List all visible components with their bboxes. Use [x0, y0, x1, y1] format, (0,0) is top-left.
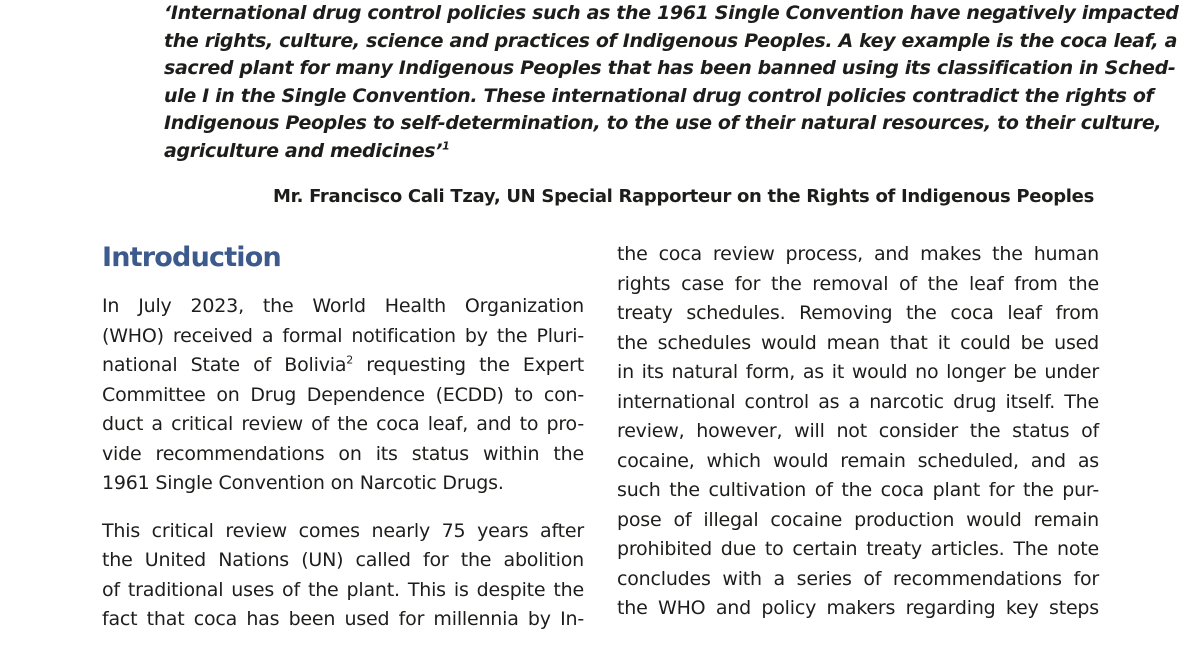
text-line: This critical review comes nearly 75 years after [102, 519, 584, 542]
text-fragment: requesting the Expert [353, 354, 584, 376]
quote-line: the rights, culture, science and practices of Indigenous Peoples. A key example is the coca leaf, a [164, 29, 1178, 52]
text-line: duct a critical review of the coca leaf, and to pro- [102, 413, 584, 435]
quote-line: sacred plant for many Indigenous Peoples that has been banned using its classification in Sched- [164, 57, 1176, 80]
text-line: In July 2023, the World Health Organization [102, 295, 584, 317]
footnote-marker-1[interactable]: 1 [442, 139, 450, 153]
left-column [102, 292, 584, 653]
paragraph [102, 292, 584, 499]
quote-attribution: Mr. Francisco Cali Tzay, UN Special Rapporteur on the Rights of Indigenous Peoples [272, 186, 1094, 207]
paragraph [102, 517, 584, 635]
footnote-marker-2[interactable]: 2 [346, 353, 354, 367]
text-line: (WHO) received a formal notification by the Pluri- [102, 324, 584, 347]
text-line: of traditional uses of the plant. This is despite the [102, 578, 584, 601]
quote-line: ‘International drug control policies such as the 1961 Single Convention have negatively impacted [164, 2, 1179, 24]
section-heading: Introduction [102, 242, 281, 273]
text-line: treaty schedules. Removing the coca leaf from [617, 302, 1099, 324]
text-line: international control as a narcotic drug itself. The [617, 390, 1099, 413]
text-line: the WHO and policy makers regarding key steps [617, 597, 1099, 619]
pull-quote [164, 0, 1179, 166]
text-line: review, however, will not consider the status of [617, 420, 1099, 442]
quote-line-last [164, 138, 1094, 166]
quote-line: Indigenous Peoples to self-determination, to the use of their natural resources, to their culture, [164, 112, 1162, 135]
quote-line: ule I in the Single Convention. These international drug control policies contradict the rights of [164, 84, 1154, 107]
text-line: Committee on Drug Dependence (ECDD) to con- [102, 383, 584, 406]
text-line: fact that coca has been used for millennia by In- [102, 608, 584, 630]
text-line: cocaine, which would remain scheduled, and as [617, 449, 1099, 472]
text-line [102, 351, 584, 381]
text-line: in its natural form, as it would no longer be under [617, 361, 1099, 383]
text-line: pose of illegal cocaine production would remain [617, 508, 1099, 531]
paragraph [617, 240, 1099, 624]
right-column [617, 240, 1099, 642]
quote-text: agriculture and medicines’ [164, 139, 443, 162]
text-line: concludes with a series of recommendations for [617, 567, 1099, 590]
text-line: prohibited due to certain treaty articles. The note [617, 538, 1099, 560]
text-line: vide recommendations on its status within the [102, 442, 584, 465]
text-line: 1961 Single Convention on Narcotic Drugs. [102, 472, 504, 494]
text-fragment: national State of Bolivia [102, 354, 347, 376]
text-line: such the cultivation of the coca plant for the pur- [617, 479, 1099, 501]
text-line: the United Nations (UN) called for the abolition [102, 549, 584, 571]
text-line: the schedules would mean that it could be used [617, 331, 1099, 354]
text-line: the coca review process, and makes the human [617, 243, 1099, 265]
text-line: rights case for the removal of the leaf from the [617, 272, 1099, 295]
